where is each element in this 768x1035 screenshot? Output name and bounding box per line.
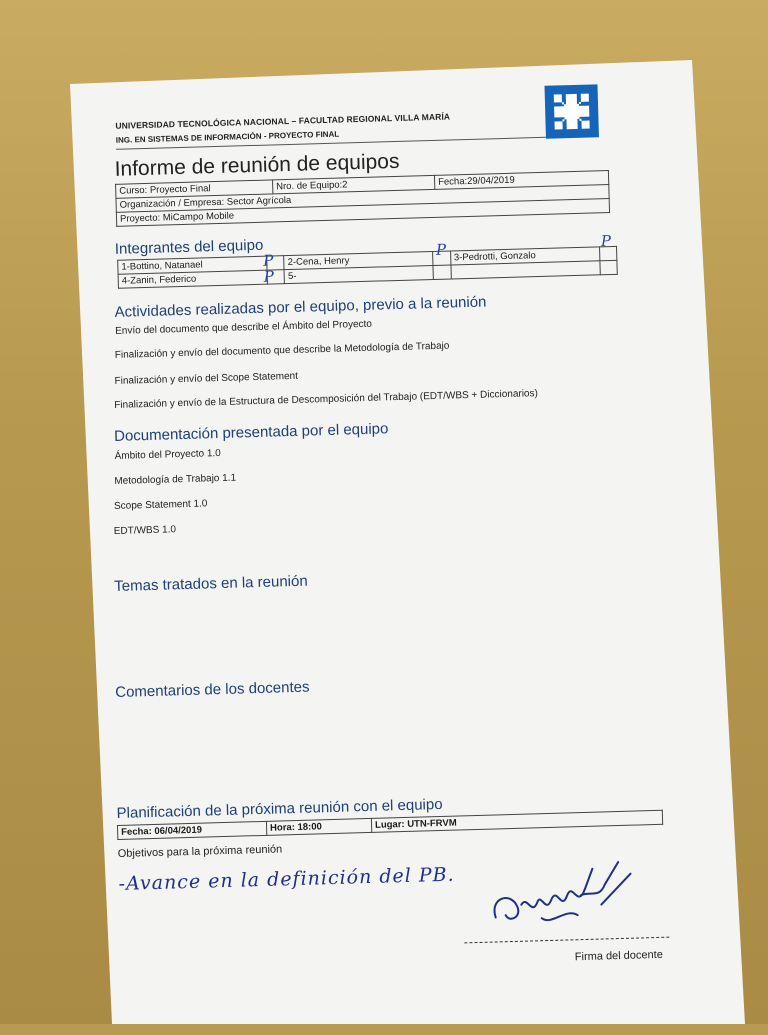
actividades-heading: Actividades realizadas por el equipo, previo a la reunión bbox=[114, 293, 487, 321]
temas-heading: Temas tratados en la reunión bbox=[114, 572, 308, 596]
firma-label: Firma del docente bbox=[574, 948, 664, 964]
university-name: UNIVERSIDAD TECNOLÓGICA NACIONAL – FACULTAD REGIONAL VILLA MARÍA bbox=[115, 111, 451, 131]
utn-logo bbox=[544, 84, 598, 138]
member-1: 1-Bottino, Natanael bbox=[118, 256, 267, 274]
actividad-item: Finalización y envío del Scope Statement bbox=[114, 370, 299, 387]
member-3: 3-Pedrotti, Gonzalo bbox=[450, 247, 599, 265]
attendance-cell bbox=[600, 260, 618, 274]
curso-cell: Curso: Proyecto Final bbox=[116, 180, 273, 198]
documentacion-heading: Documentación presentada por el equipo bbox=[113, 420, 389, 445]
next-hora-cell: Hora: 18:00 bbox=[266, 818, 371, 835]
attendance-cell bbox=[433, 265, 451, 279]
documento-item: Metodología de Trabajo 1.1 bbox=[114, 472, 237, 487]
program-name: ING. EN SISTEMAS DE INFORMACIÓN - PROYECTO FINAL bbox=[115, 129, 340, 145]
organizacion-cell: Organización / Empresa: Sector Agrícola bbox=[116, 185, 609, 213]
attendance-mark: P bbox=[600, 232, 612, 251]
objetivos-label: Objetivos para la próxima reunión bbox=[117, 843, 283, 861]
documento-item: Ámbito del Proyecto 1.0 bbox=[114, 447, 221, 462]
planificacion-heading: Planificación de la próxima reunión con el equipo bbox=[116, 795, 443, 823]
page-title: Informe de reunión de equipos bbox=[114, 149, 400, 181]
documento-item: Scope Statement 1.0 bbox=[113, 498, 208, 512]
next-fecha-cell: Fecha: 06/04/2019 bbox=[117, 821, 266, 839]
attendance-mark: P bbox=[263, 267, 275, 286]
actividad-item: Finalización y envío de la Estructura de Descomposición del Trabajo (EDT/WBS + Diccionarios) bbox=[114, 388, 539, 411]
proyecto-cell: Proyecto: MiCampo Mobile bbox=[116, 199, 609, 227]
attendance-mark: P bbox=[435, 240, 447, 259]
actividad-item: Envío del documento que describe el Ámbito del Proyecto bbox=[115, 318, 373, 337]
member-4: 4-Zanin, Federico bbox=[118, 270, 267, 288]
attendance-mark: P bbox=[263, 251, 274, 270]
signature bbox=[480, 853, 652, 938]
member-5: 5- bbox=[284, 265, 433, 283]
empty-cell bbox=[451, 261, 600, 279]
comentarios-heading: Comentarios de los docentes bbox=[115, 678, 310, 702]
signature-line bbox=[464, 937, 669, 944]
integrantes-heading: Integrantes del equipo bbox=[114, 236, 264, 258]
next-lugar-cell: Lugar: UTN-FRVM bbox=[371, 810, 662, 832]
documento-item: EDT/WBS 1.0 bbox=[113, 524, 177, 538]
nro-equipo-cell: Nro. de Equipo:2 bbox=[273, 175, 435, 194]
objetivo-manuscrito: -Avance en la definición del PB. bbox=[118, 863, 455, 896]
member-2: 2-Cena, Henry bbox=[284, 251, 433, 269]
fecha-cell: Fecha:29/04/2019 bbox=[434, 171, 608, 190]
actividad-item: Finalización y envío del documento que describe la Metodología de Trabajo bbox=[114, 340, 450, 361]
